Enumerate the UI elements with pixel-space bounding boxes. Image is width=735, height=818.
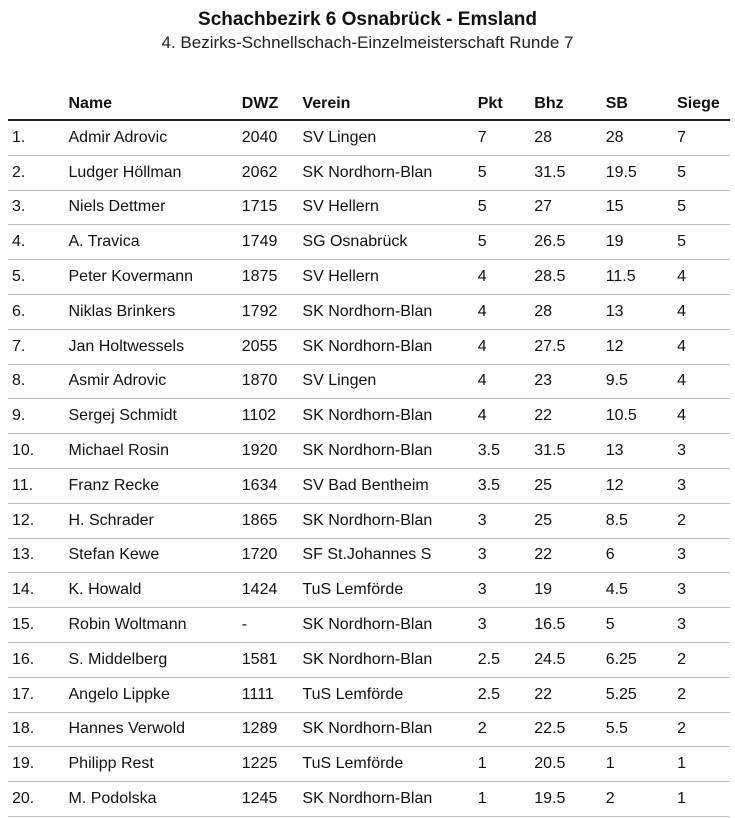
dwz-cell: 1749 (242, 225, 303, 260)
rank-cell: 9. (8, 399, 69, 434)
points-cell: 4 (478, 294, 535, 329)
dwz-cell: 1424 (242, 573, 303, 608)
club-cell: SK Nordhorn-Blan (302, 782, 477, 817)
points-cell: 3 (478, 503, 535, 538)
buchholz-cell: 22.5 (534, 712, 605, 747)
buchholz-cell: 23 (534, 364, 605, 399)
sb-cell: 1 (606, 747, 677, 782)
table-row (8, 468, 730, 503)
buchholz-cell: 27.5 (534, 329, 605, 364)
table-row (8, 329, 730, 364)
dwz-cell: 1920 (242, 434, 303, 469)
club-cell: SK Nordhorn-Blan (302, 434, 477, 469)
sb-cell: 12 (606, 468, 677, 503)
rank-cell: 10. (8, 434, 69, 469)
name-cell: Admir Adrovic (69, 120, 242, 155)
wins-cell: 4 (677, 260, 730, 295)
table-row (8, 642, 730, 677)
page-title: Schachbezirk 6 Osnabrück - Emsland (198, 9, 537, 30)
wins-cell: 2 (677, 712, 730, 747)
club-cell: TuS Lemförde (302, 677, 477, 712)
sb-cell: 5.25 (606, 677, 677, 712)
page-subtitle: 4. Bezirks-Schnellschach-Einzelmeisterschaft Runde 7 (161, 33, 574, 52)
sb-cell: 6 (606, 538, 677, 573)
name-cell: Jan Holtwessels (69, 329, 242, 364)
name-cell: K. Howald (69, 573, 242, 608)
table-row (8, 190, 730, 225)
sb-cell: 8.5 (606, 503, 677, 538)
dwz-cell: 2040 (242, 120, 303, 155)
buchholz-cell: 24.5 (534, 642, 605, 677)
table-row (8, 399, 730, 434)
name-cell: Robin Woltmann (69, 608, 242, 643)
rank-cell: 20. (8, 782, 69, 817)
club-cell: SK Nordhorn-Blan (302, 399, 477, 434)
standings-table (8, 88, 730, 817)
buchholz-cell: 25 (534, 468, 605, 503)
points-cell: 1 (478, 782, 535, 817)
points-cell: 3.5 (478, 434, 535, 469)
col-header-buchholz: Bhz (534, 88, 605, 120)
sb-cell: 5 (606, 608, 677, 643)
rank-cell: 5. (8, 260, 69, 295)
buchholz-cell: 16.5 (534, 608, 605, 643)
rank-cell: 19. (8, 747, 69, 782)
dwz-cell: - (242, 608, 303, 643)
sb-cell: 5.5 (606, 712, 677, 747)
table-row (8, 155, 730, 190)
points-cell: 2.5 (478, 677, 535, 712)
points-cell: 5 (478, 155, 535, 190)
rank-cell: 18. (8, 712, 69, 747)
buchholz-cell: 27 (534, 190, 605, 225)
buchholz-cell: 28.5 (534, 260, 605, 295)
buchholz-cell: 22 (534, 538, 605, 573)
sb-cell: 11.5 (606, 260, 677, 295)
wins-cell: 5 (677, 190, 730, 225)
wins-cell: 4 (677, 364, 730, 399)
name-cell: H. Schrader (69, 503, 242, 538)
table-row (8, 677, 730, 712)
points-cell: 2.5 (478, 642, 535, 677)
rank-cell: 7. (8, 329, 69, 364)
rank-cell: 6. (8, 294, 69, 329)
rank-cell: 1. (8, 120, 69, 155)
sb-cell: 28 (606, 120, 677, 155)
sb-cell: 10.5 (606, 399, 677, 434)
name-cell: Michael Rosin (69, 434, 242, 469)
rank-cell: 3. (8, 190, 69, 225)
dwz-cell: 1289 (242, 712, 303, 747)
sb-cell: 6.25 (606, 642, 677, 677)
rank-cell: 8. (8, 364, 69, 399)
points-cell: 3 (478, 608, 535, 643)
points-cell: 7 (478, 120, 535, 155)
table-row (8, 538, 730, 573)
club-cell: SK Nordhorn-Blan (302, 294, 477, 329)
club-cell: SK Nordhorn-Blan (302, 503, 477, 538)
table-row (8, 712, 730, 747)
table-row (8, 225, 730, 260)
rank-cell: 4. (8, 225, 69, 260)
points-cell: 4 (478, 364, 535, 399)
name-cell: M. Podolska (69, 782, 242, 817)
club-cell: SG Osnabrück (302, 225, 477, 260)
wins-cell: 2 (677, 642, 730, 677)
points-cell: 4 (478, 329, 535, 364)
club-cell: SV Bad Bentheim (302, 468, 477, 503)
table-row (8, 573, 730, 608)
name-cell: Angelo Lippke (69, 677, 242, 712)
header-row (8, 88, 730, 120)
buchholz-cell: 25 (534, 503, 605, 538)
wins-cell: 4 (677, 329, 730, 364)
sb-cell: 9.5 (606, 364, 677, 399)
club-cell: SV Hellern (302, 190, 477, 225)
name-cell: S. Middelberg (69, 642, 242, 677)
dwz-cell: 1875 (242, 260, 303, 295)
points-cell: 3.5 (478, 468, 535, 503)
dwz-cell: 1715 (242, 190, 303, 225)
wins-cell: 3 (677, 468, 730, 503)
col-header-name: Name (69, 88, 242, 120)
table-row (8, 782, 730, 817)
sb-cell: 4.5 (606, 573, 677, 608)
rank-cell: 16. (8, 642, 69, 677)
wins-cell: 7 (677, 120, 730, 155)
table-row (8, 120, 730, 155)
points-cell: 4 (478, 260, 535, 295)
name-cell: Franz Recke (69, 468, 242, 503)
name-cell: Asmir Adrovic (69, 364, 242, 399)
wins-cell: 1 (677, 782, 730, 817)
club-cell: SV Lingen (302, 364, 477, 399)
sb-cell: 13 (606, 294, 677, 329)
name-cell: Peter Kovermann (69, 260, 242, 295)
dwz-cell: 1102 (242, 399, 303, 434)
dwz-cell: 2055 (242, 329, 303, 364)
rank-cell: 11. (8, 468, 69, 503)
points-cell: 3 (478, 573, 535, 608)
dwz-cell: 1245 (242, 782, 303, 817)
buchholz-cell: 19 (534, 573, 605, 608)
points-cell: 5 (478, 225, 535, 260)
dwz-cell: 2062 (242, 155, 303, 190)
sb-cell: 12 (606, 329, 677, 364)
rank-cell: 12. (8, 503, 69, 538)
sb-cell: 19.5 (606, 155, 677, 190)
club-cell: TuS Lemförde (302, 573, 477, 608)
table-row (8, 747, 730, 782)
rank-cell: 14. (8, 573, 69, 608)
name-cell: Hannes Verwold (69, 712, 242, 747)
sb-cell: 13 (606, 434, 677, 469)
sb-cell: 19 (606, 225, 677, 260)
wins-cell: 5 (677, 155, 730, 190)
club-cell: TuS Lemförde (302, 747, 477, 782)
name-cell: Philipp Rest (69, 747, 242, 782)
col-header-club: Verein (302, 88, 477, 120)
club-cell: SV Hellern (302, 260, 477, 295)
buchholz-cell: 28 (534, 120, 605, 155)
wins-cell: 5 (677, 225, 730, 260)
sb-cell: 2 (606, 782, 677, 817)
buchholz-cell: 31.5 (534, 434, 605, 469)
dwz-cell: 1634 (242, 468, 303, 503)
points-cell: 3 (478, 538, 535, 573)
rank-cell: 13. (8, 538, 69, 573)
wins-cell: 3 (677, 434, 730, 469)
dwz-cell: 1865 (242, 503, 303, 538)
wins-cell: 4 (677, 399, 730, 434)
club-cell: SK Nordhorn-Blan (302, 642, 477, 677)
page-header (0, 0, 735, 54)
club-cell: SK Nordhorn-Blan (302, 155, 477, 190)
points-cell: 5 (478, 190, 535, 225)
col-header-wins: Siege (677, 88, 730, 120)
club-cell: SK Nordhorn-Blan (302, 608, 477, 643)
name-cell: Niklas Brinkers (69, 294, 242, 329)
points-cell: 4 (478, 399, 535, 434)
table-row (8, 503, 730, 538)
col-header-rank (8, 88, 69, 120)
rank-cell: 15. (8, 608, 69, 643)
col-header-points: Pkt (478, 88, 535, 120)
buchholz-cell: 31.5 (534, 155, 605, 190)
wins-cell: 2 (677, 503, 730, 538)
wins-cell: 3 (677, 573, 730, 608)
table-row (8, 294, 730, 329)
table-row (8, 608, 730, 643)
dwz-cell: 1111 (242, 677, 303, 712)
club-cell: SK Nordhorn-Blan (302, 712, 477, 747)
name-cell: Niels Dettmer (69, 190, 242, 225)
rank-cell: 17. (8, 677, 69, 712)
wins-cell: 3 (677, 608, 730, 643)
dwz-cell: 1225 (242, 747, 303, 782)
club-cell: SV Lingen (302, 120, 477, 155)
dwz-cell: 1792 (242, 294, 303, 329)
name-cell: A. Travica (69, 225, 242, 260)
name-cell: Stefan Kewe (69, 538, 242, 573)
dwz-cell: 1581 (242, 642, 303, 677)
name-cell: Sergej Schmidt (69, 399, 242, 434)
sb-cell: 15 (606, 190, 677, 225)
buchholz-cell: 19.5 (534, 782, 605, 817)
wins-cell: 3 (677, 538, 730, 573)
buchholz-cell: 22 (534, 677, 605, 712)
col-header-sonneborn-berger: SB (606, 88, 677, 120)
standings-body (8, 120, 730, 816)
wins-cell: 1 (677, 747, 730, 782)
buchholz-cell: 28 (534, 294, 605, 329)
dwz-cell: 1720 (242, 538, 303, 573)
buchholz-cell: 26.5 (534, 225, 605, 260)
wins-cell: 4 (677, 294, 730, 329)
col-header-dwz: DWZ (242, 88, 303, 120)
club-cell: SK Nordhorn-Blan (302, 329, 477, 364)
table-row (8, 364, 730, 399)
wins-cell: 2 (677, 677, 730, 712)
points-cell: 2 (478, 712, 535, 747)
points-cell: 1 (478, 747, 535, 782)
table-row (8, 434, 730, 469)
buchholz-cell: 20.5 (534, 747, 605, 782)
buchholz-cell: 22 (534, 399, 605, 434)
club-cell: SF St.Johannes S (302, 538, 477, 573)
rank-cell: 2. (8, 155, 69, 190)
name-cell: Ludger Höllman (69, 155, 242, 190)
dwz-cell: 1870 (242, 364, 303, 399)
table-row (8, 260, 730, 295)
